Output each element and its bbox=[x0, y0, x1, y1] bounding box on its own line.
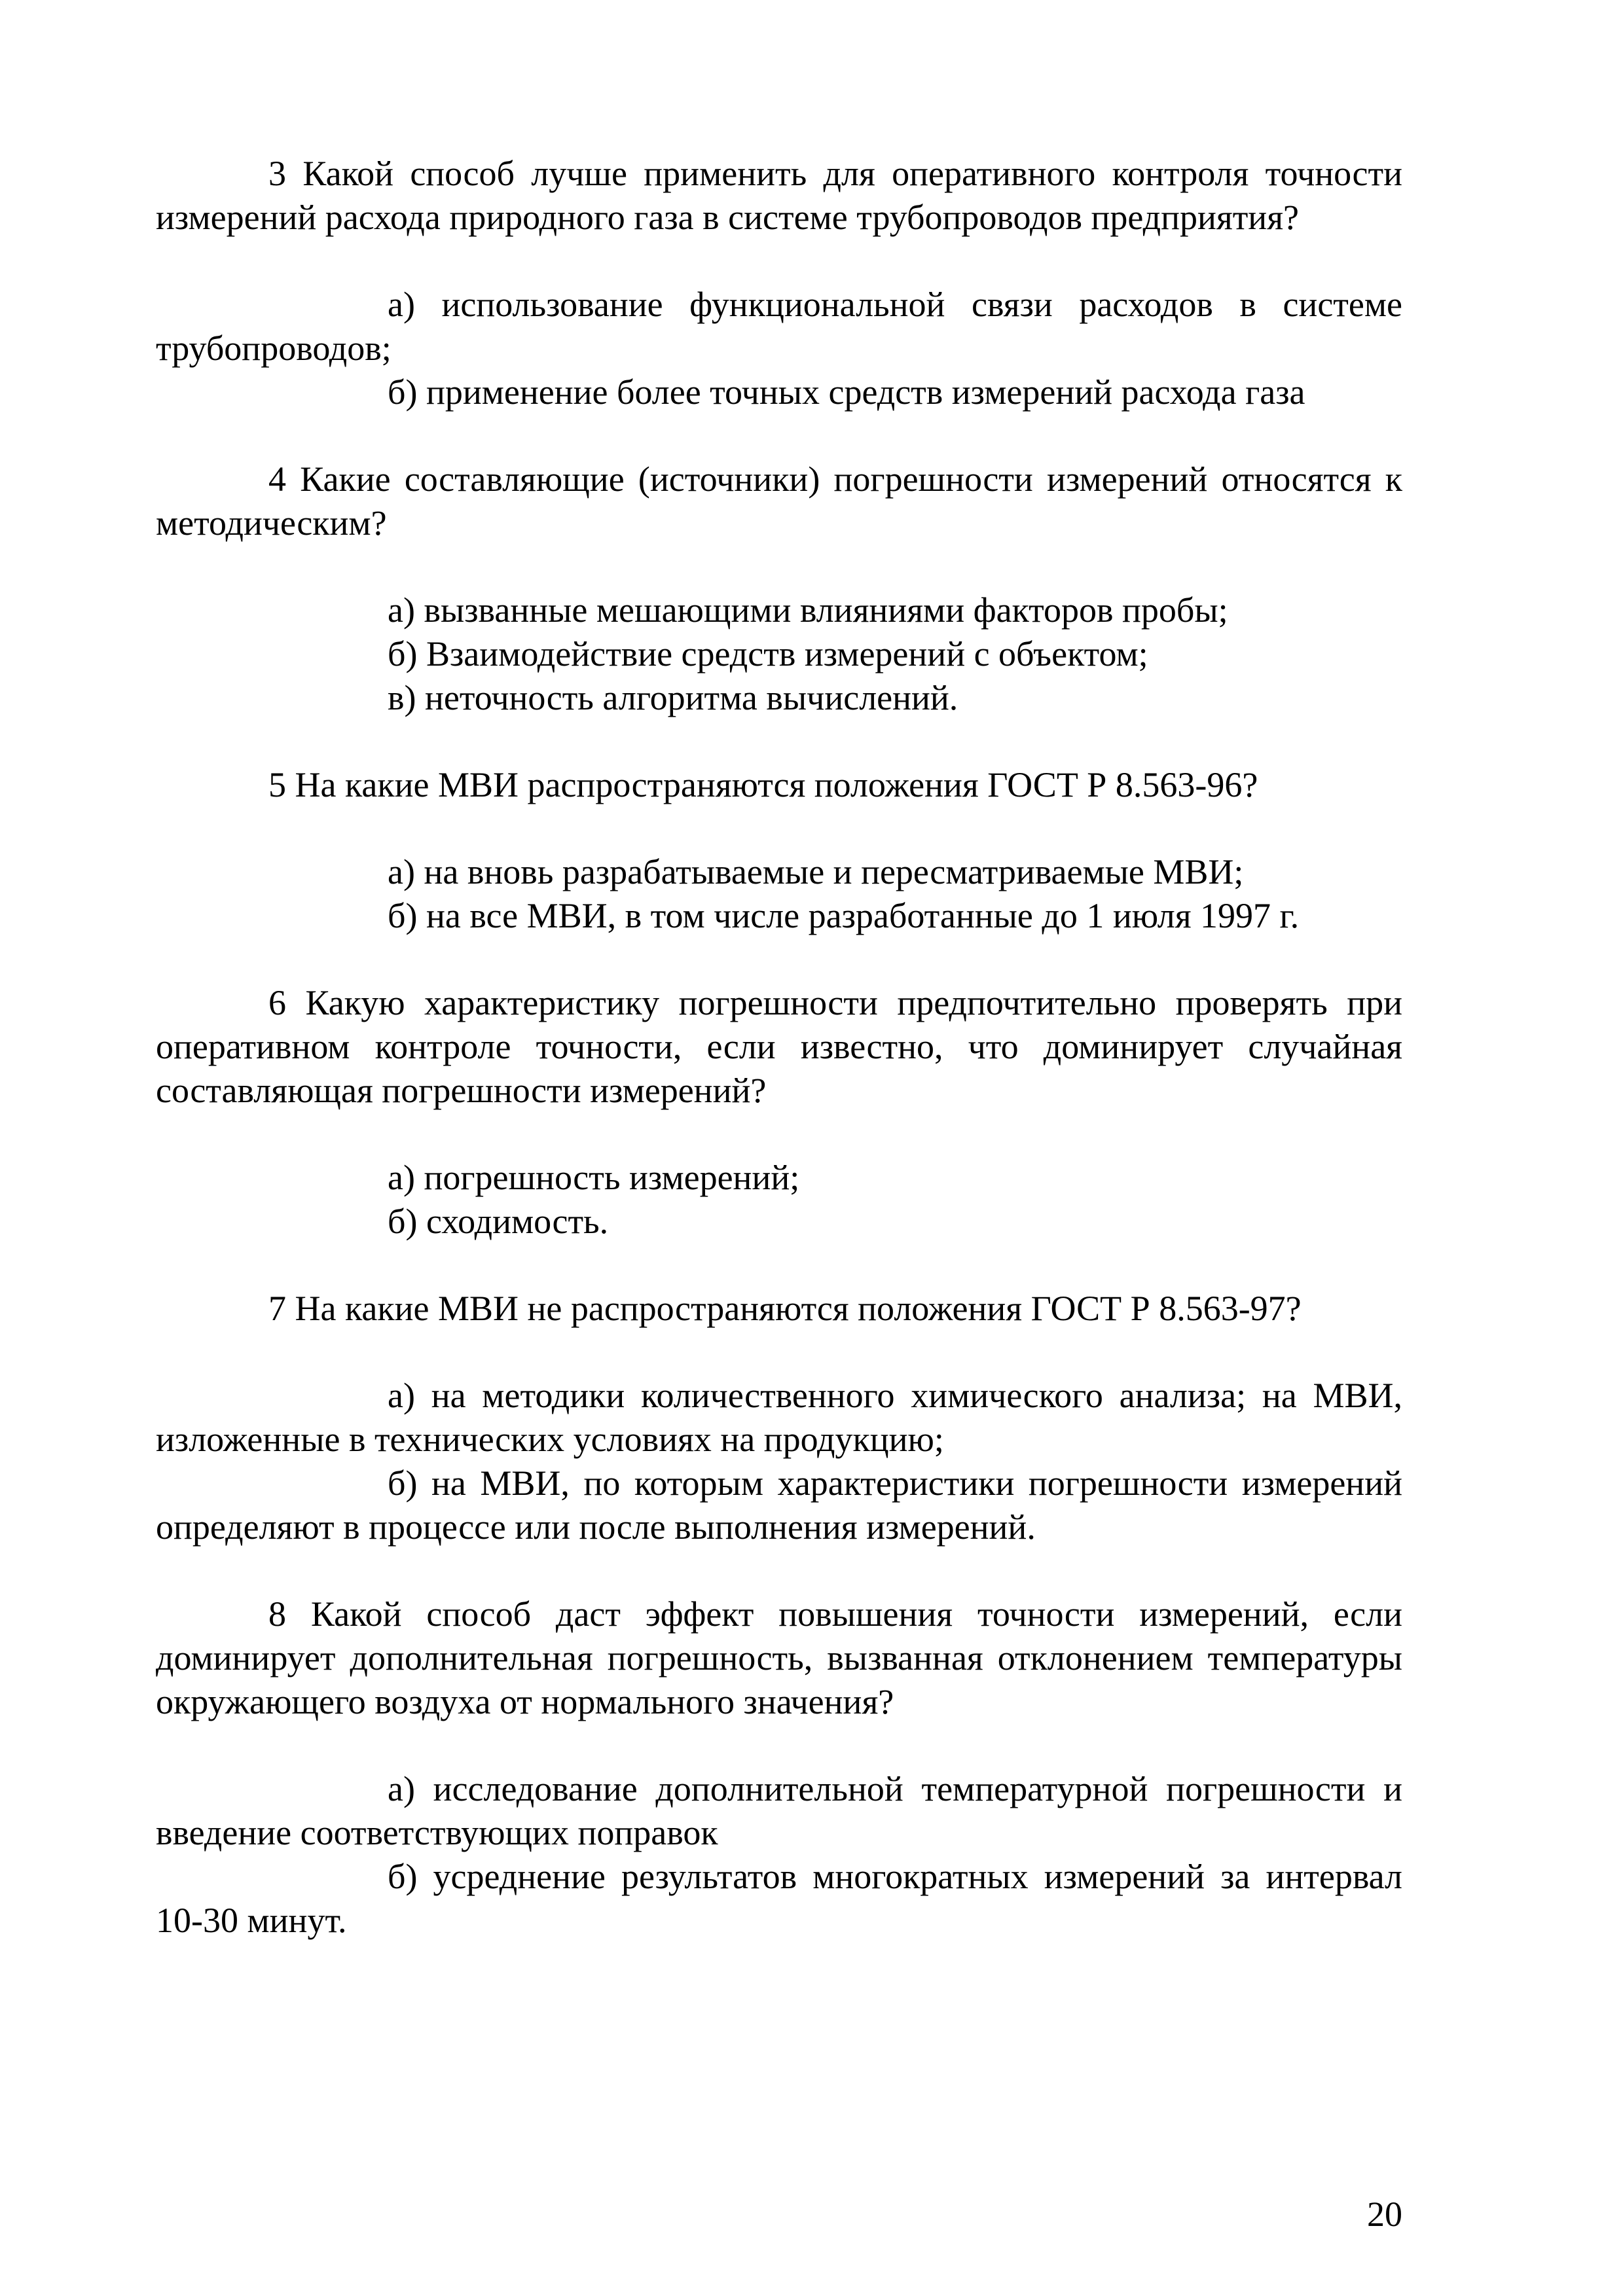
answer-options bbox=[156, 1156, 1402, 1244]
answer-option: б) Взаимодействие средств измерений с объектом; bbox=[388, 634, 1148, 673]
answer-options bbox=[156, 1374, 1402, 1549]
question-text: 7 На какие МВИ не распространяются положения ГОСТ Р 8.563-97? bbox=[268, 1289, 1302, 1328]
answer-option: б) на все МВИ, в том числе разработанные до 1 июля 1997 г. bbox=[388, 896, 1300, 935]
question-text: 3 Какой способ лучше применить для оперативного контроля точности измерений расхода природного газа в системе трубопроводов предприятия? bbox=[156, 154, 1402, 237]
answer-option: б) применение более точных средств измерений расхода газа bbox=[388, 372, 1305, 412]
question-block bbox=[156, 981, 1402, 1244]
question-block bbox=[156, 1287, 1402, 1549]
answer-options bbox=[156, 588, 1402, 720]
question-block bbox=[156, 1592, 1402, 1943]
question-block bbox=[156, 152, 1402, 414]
answer-options bbox=[156, 1767, 1402, 1943]
question-text: 6 Какую характеристику погрешности предпочтительно проверять при оперативном контроле точности, если известно, что доминирует случайная составляющая погрешности измерений? bbox=[156, 983, 1402, 1110]
answer-option: в) неточность алгоритма вычислений. bbox=[388, 678, 958, 717]
question-block bbox=[156, 763, 1402, 938]
document-page bbox=[156, 152, 1402, 1943]
question-text: 4 Какие составляющие (источники) погрешности измерений относятся к методическим? bbox=[156, 459, 1402, 543]
answer-option: а) погрешность измерений; bbox=[388, 1158, 800, 1197]
answer-option: а) на методики количественного химического анализа; на МВИ, изложенные в технических условиях на продукцию; bbox=[156, 1376, 1402, 1459]
answer-option: а) использование функциональной связи расходов в системе трубопроводов; bbox=[156, 285, 1402, 368]
answer-option: б) сходимость. bbox=[388, 1202, 609, 1241]
answer-option: а) вызванные мешающими влияниями факторов пробы; bbox=[388, 590, 1228, 630]
answer-option: б) на МВИ, по которым характеристики погрешности измерений определяют в процессе или после выполнения измерений. bbox=[156, 1463, 1402, 1547]
answer-option: а) на вновь разрабатываемые и пересматриваемые МВИ; bbox=[388, 852, 1244, 891]
answer-options bbox=[156, 283, 1402, 414]
answer-options bbox=[156, 850, 1402, 938]
answer-option: а) исследование дополнительной температурной погрешности и введение соответствующих поправок bbox=[156, 1769, 1402, 1852]
answer-option: б) усреднение результатов многократных измерений за интервал 10-30 минут. bbox=[156, 1857, 1402, 1940]
page-number: 20 bbox=[1367, 2195, 1402, 2234]
question-text: 8 Какой способ даст эффект повышения точности измерений, если доминирует дополнительная погрешность, вызванная отклонением температуры окружающего воздуха от нормального значения? bbox=[156, 1594, 1402, 1721]
question-block bbox=[156, 457, 1402, 720]
question-text: 5 На какие МВИ распространяются положения ГОСТ Р 8.563-96? bbox=[268, 765, 1258, 804]
